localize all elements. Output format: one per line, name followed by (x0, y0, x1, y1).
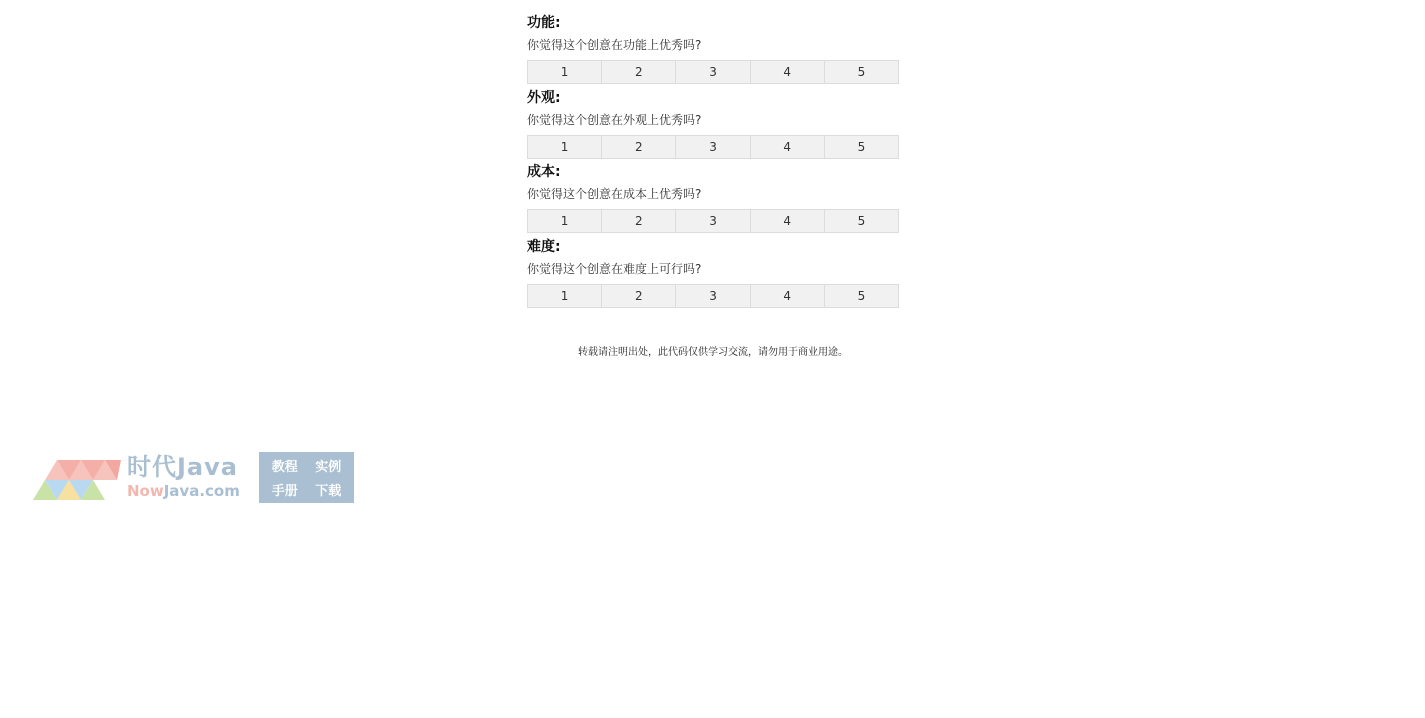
rating-option-4[interactable]: 4 (751, 61, 825, 83)
section-question: 你觉得这个创意在功能上优秀吗? (527, 38, 702, 52)
rating-option-5[interactable]: 5 (857, 214, 866, 228)
section-appearance (527, 88, 899, 163)
rating-option-1[interactable]: 1 (528, 136, 602, 158)
section-question: 你觉得这个创意在外观上优秀吗? (527, 112, 702, 127)
section-title: 功能: (527, 15, 561, 31)
logo-tag-example: 实例 (315, 459, 342, 475)
logo-chinese-name: 时代Java (127, 453, 238, 481)
section-difficulty (527, 237, 899, 312)
rating-option-5[interactable]: 5 (857, 65, 866, 79)
rating-option-4[interactable]: 4 (751, 210, 825, 232)
rating-option-2[interactable]: 2 (602, 285, 676, 307)
rating-option-1[interactable]: 1 (528, 285, 602, 307)
rating-option-4[interactable]: 4 (751, 285, 825, 307)
logo-domain-now: Now (127, 482, 164, 500)
rating-scale (527, 284, 899, 308)
section-title: 外观: (527, 89, 561, 106)
section-title: 难度: (527, 238, 561, 255)
logo-tag-download: 下载 (315, 484, 342, 500)
triangle-logo-icon (31, 454, 123, 502)
rating-option-2[interactable]: 2 (602, 136, 676, 158)
section-title: 成本: (527, 164, 561, 180)
section-cost (527, 162, 899, 237)
rating-option-5[interactable]: 5 (857, 288, 866, 303)
rating-option-5[interactable]: 5 (857, 139, 866, 154)
logo-domain (127, 482, 240, 500)
rating-option-2[interactable]: 2 (602, 61, 676, 83)
rating-scale (527, 60, 899, 84)
copyright-notice: 转载请注明出处，此代码仅供学习交流，请勿用于商业用途。 (578, 347, 848, 358)
rating-option-4[interactable]: 4 (751, 136, 825, 158)
rating-scale (527, 135, 899, 159)
logo-tag-tutorial: 教程 (271, 459, 298, 475)
logo-domain-rest: Java.com (163, 482, 240, 500)
section-question: 你觉得这个创意在难度上可行吗? (527, 261, 702, 276)
logo-tag-manual: 手册 (271, 484, 298, 500)
rating-option-1[interactable]: 1 (528, 210, 602, 232)
rating-survey (527, 13, 899, 311)
rating-option-3[interactable]: 3 (676, 210, 750, 232)
rating-option-3[interactable]: 3 (676, 136, 750, 158)
rating-option-3[interactable]: 3 (676, 61, 750, 83)
rating-scale (527, 209, 899, 233)
section-question: 你觉得这个创意在成本上优秀吗? (527, 187, 702, 201)
rating-option-1[interactable]: 1 (528, 61, 602, 83)
rating-option-2[interactable]: 2 (602, 210, 676, 232)
logo-tag-box (259, 452, 354, 503)
site-logo[interactable] (31, 452, 354, 503)
rating-option-3[interactable]: 3 (676, 285, 750, 307)
section-function (527, 13, 899, 88)
